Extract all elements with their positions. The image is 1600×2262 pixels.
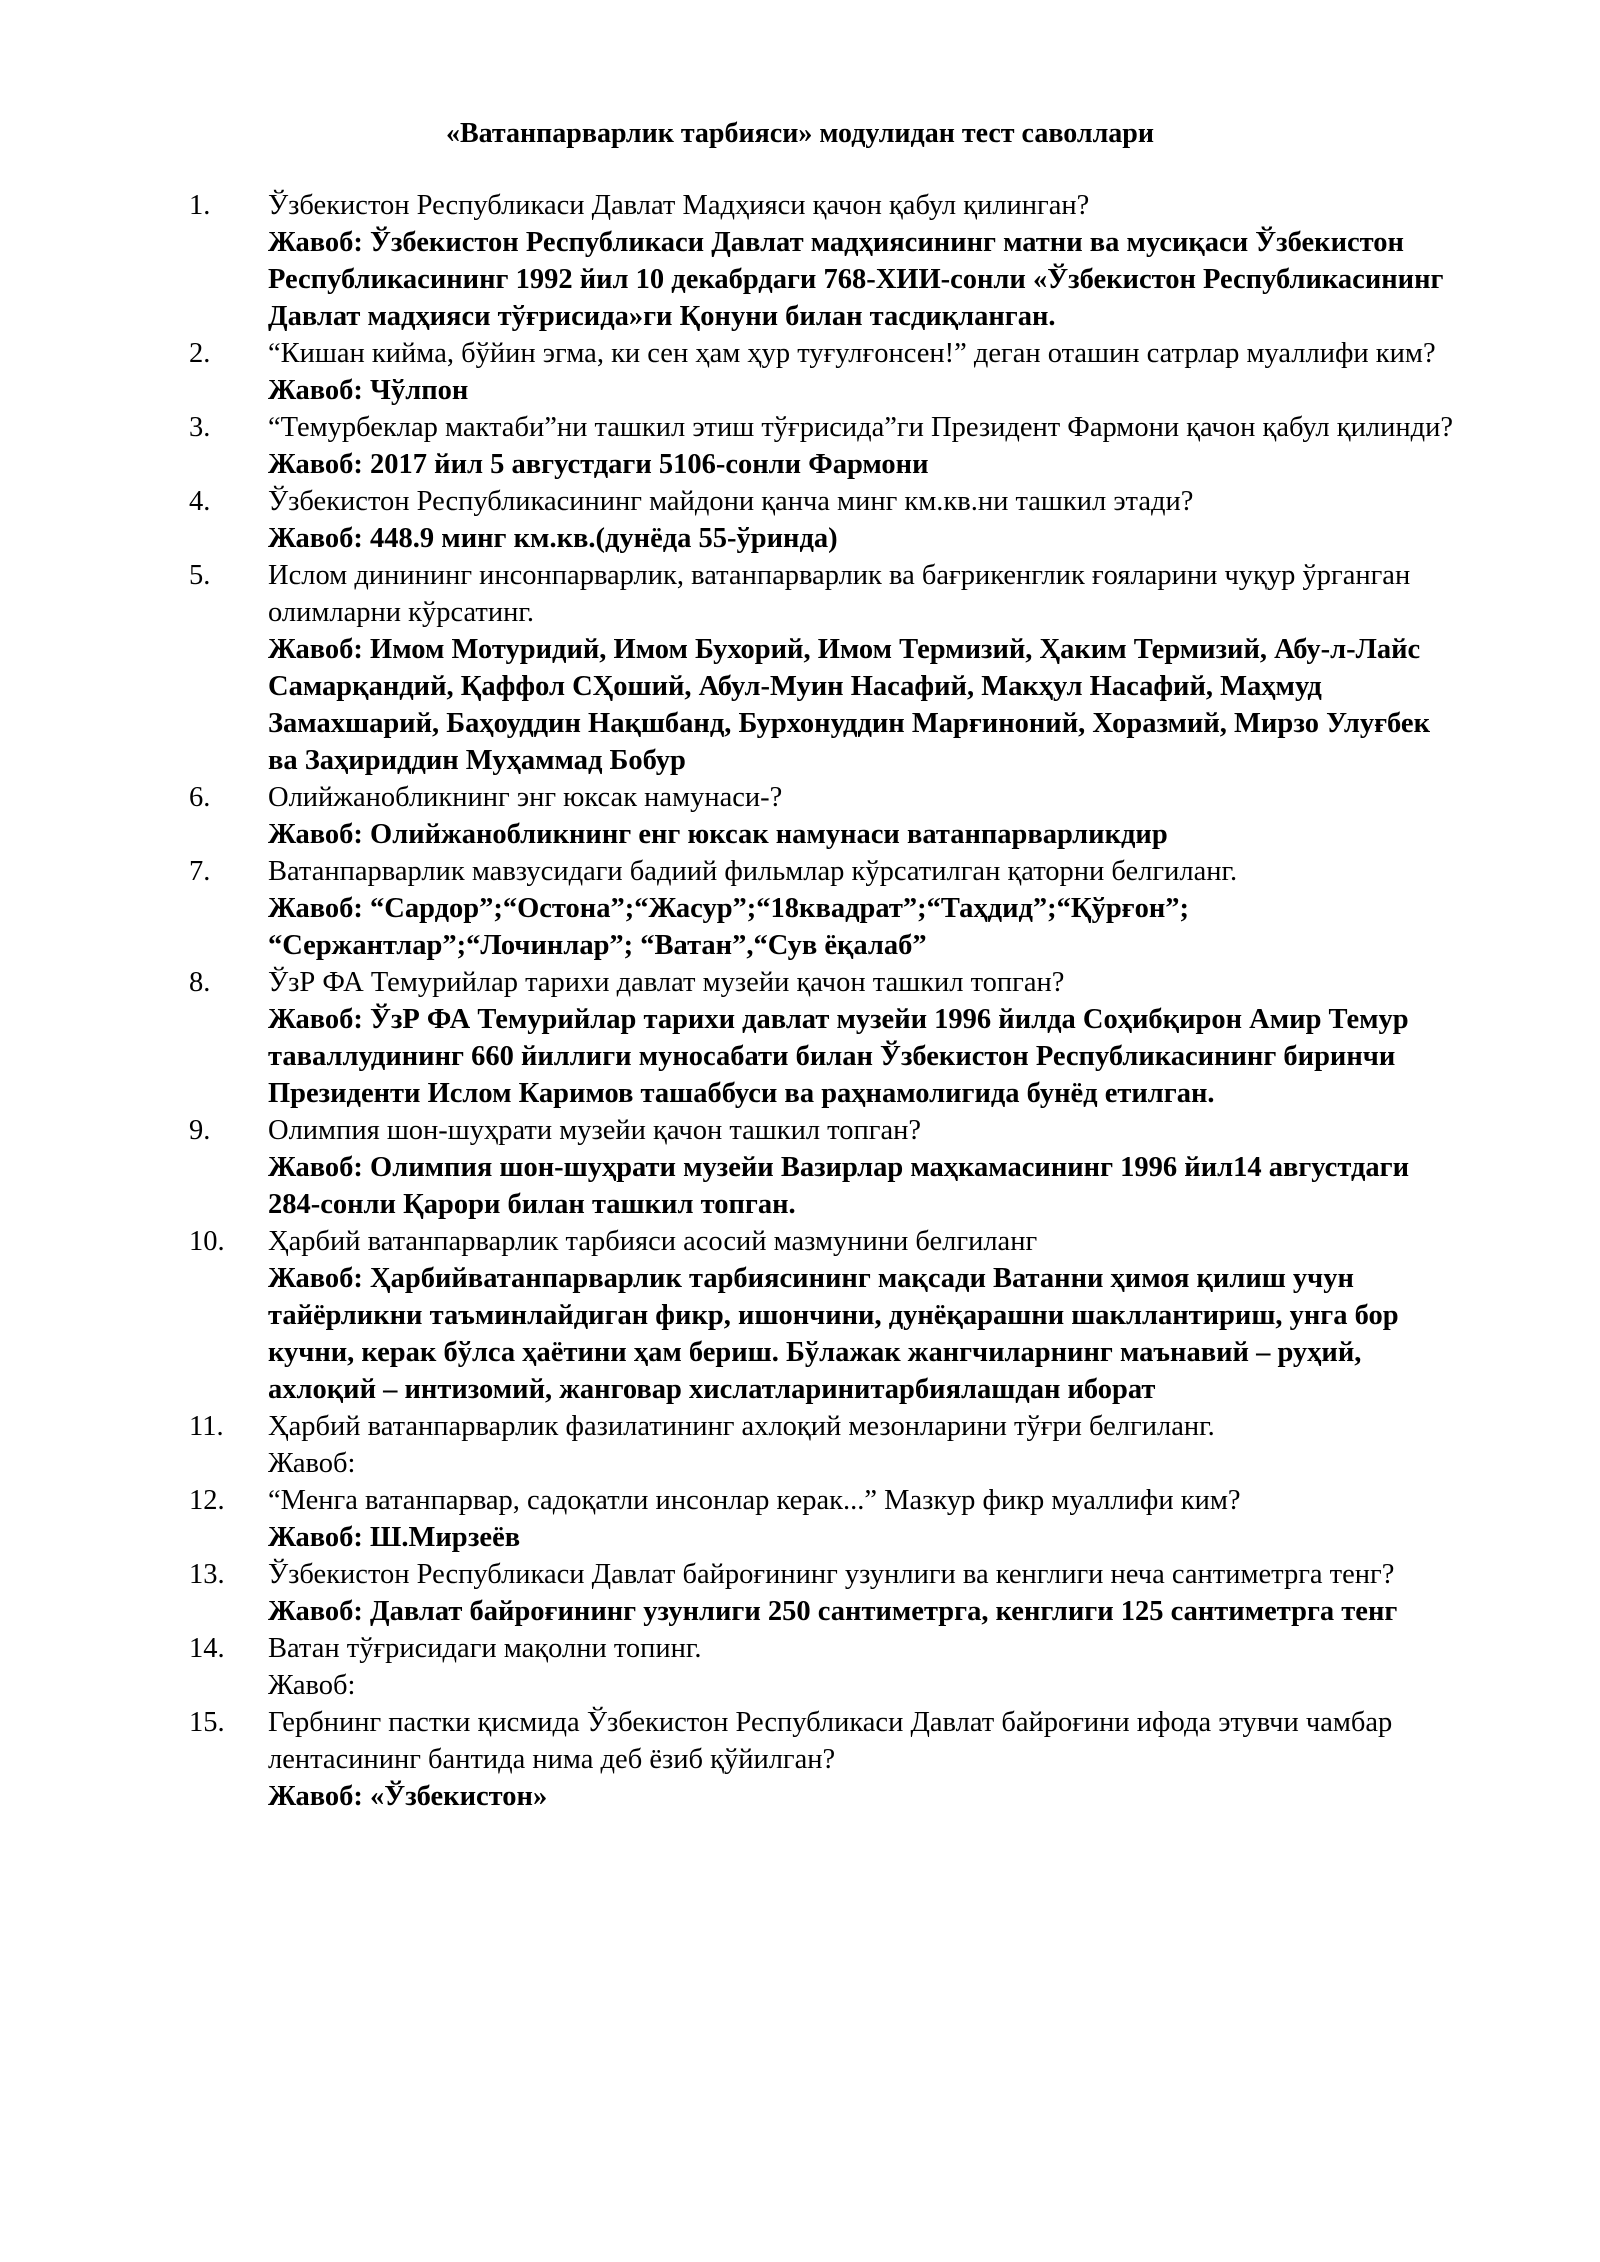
question-text: “Менга ватанпарвар, садоқатли инсонлар керак...” Мазкур фикр муаллифи ким? [268, 1485, 1241, 1516]
question-text: Гербнинг пастки қисмида Ўзбекистон Республикаси Давлат байроғини ифода этувчи чамбар лентасининг бантида нима деб ёзиб қўйилган? [268, 1707, 1393, 1775]
question-item [0, 335, 1600, 409]
question-text: Олимпия шон-шуҳрати музейи қачон ташкил топган? [268, 1115, 922, 1146]
question-item [0, 1556, 1600, 1630]
question-number: 1. [189, 190, 211, 221]
question-text: Ўзбекистон Республикаси Давлат Мадҳияси қачон қабул қилинган? [268, 190, 1090, 221]
answer-text: Жавоб: Ш.Мирзеёв [268, 1522, 521, 1553]
answer-text: Жавоб: Имом Мотуридий, Имом Бухорий, Имом Термизий, Ҳаким Термизий, Абу-л-Лайс Самарқандий, Қаффол СҲоший, Абул-Муин Насафий, Макҳул Насафий, Маҳмуд Замахшарий, Баҳоуддин Нақшбанд, Бурхонуддин Марғиноний, Хоразмий, Мирзо Улуғбек ва Заҳириддин Муҳаммад Бобур [268, 634, 1431, 776]
question-number: 10. [189, 1226, 225, 1257]
question-text: “Кишан киймa, бўйин эгма, ки сен ҳам ҳур туғулғонсен!” деган оташин сатрлар муаллифи ким? [268, 338, 1436, 369]
question-item [0, 853, 1600, 964]
question-number: 9. [189, 1115, 211, 1146]
question-item [0, 1223, 1600, 1408]
question-item [0, 409, 1600, 483]
question-item [0, 1112, 1600, 1223]
question-list [0, 187, 1600, 1815]
question-number: 2. [189, 338, 211, 369]
answer-text: Жавоб: Ҳарбийватанпарварлик тарбиясининг мақсади Ватанни ҳимоя қилиш учун тайёрликни таъминлайдиган фикр, ишончини, дунёқарашни шакллантириш, унга бор кучни, керак бўлса ҳаётини ҳам бериш. Бўлажак жангчиларнинг маънавий – руҳий, ахлоқий – интизомий, жанговар хислатларинитарбиялашдан иборат [268, 1263, 1399, 1405]
question-text: Олийжанобликнинг энг юксак намунаси-? [268, 782, 783, 813]
document-title: «Ватанпарварлик тарбияси» модулидан тест саволлари [445, 118, 1155, 149]
question-number: 13. [189, 1559, 225, 1590]
question-text: ЎзР ФА Темурийлар тарихи давлат музейи қачон ташкил топган? [268, 967, 1065, 998]
question-number: 6. [189, 782, 211, 813]
question-item [0, 483, 1600, 557]
question-number: 11. [189, 1411, 224, 1442]
answer-text: Жавоб: 448.9 минг км.кв.(дунёда 55-ўринда) [268, 523, 838, 554]
answer-text: Жавоб: Олийжанобликнинг енг юксак намунаси ватанпарварликдир [268, 819, 1168, 850]
answer-text: Жавоб: [268, 1670, 356, 1701]
answer-text: Жавоб: Давлат байроғининг узунлиги 250 сантиметрга, кенглиги 125 сантиметрга тенг [268, 1596, 1398, 1627]
question-text: Ҳарбий ватанпарварлик фазилатининг ахлоқий мезонларини тўғри белгиланг. [268, 1411, 1215, 1442]
question-item [0, 557, 1600, 779]
question-number: 5. [189, 560, 211, 591]
question-text: “Темурбеклар мактаби”ни ташкил этиш тўғрисида”ги Президент Фармони қачон қабул қилинди? [268, 412, 1454, 443]
answer-text: Жавоб: Чўлпон [268, 375, 469, 406]
question-number: 7. [189, 856, 211, 887]
question-item [0, 1630, 1600, 1704]
answer-text: Жавоб: Ўзбекистон Республикаси Давлат мадҳиясининг матни ва мусиқаси Ўзбекистон Республикасининг 1992 йил 10 декабрдаги 768-ХИИ-сонли «Ўзбекистон Республикасининг Давлат мадҳияси тўғрисида»ги Қонуни билан тасдиқланган. [268, 227, 1444, 332]
question-item [0, 187, 1600, 335]
question-text: Ўзбекистон Республикасининг майдони қанча минг км.кв.ни ташкил этади? [268, 486, 1194, 517]
question-item [0, 1482, 1600, 1556]
question-number: 4. [189, 486, 211, 517]
question-item [0, 779, 1600, 853]
question-item [0, 1408, 1600, 1482]
question-number: 14. [189, 1633, 225, 1664]
question-text: Ўзбекистон Республикаси Давлат байроғининг узунлиги ва кенглиги неча сантиметрга тенг? [268, 1559, 1395, 1590]
question-item [0, 1704, 1600, 1815]
answer-text: Жавоб: 2017 йил 5 августдаги 5106-сонли Фармони [268, 449, 929, 480]
answer-text: Жавоб: [268, 1448, 356, 1479]
answer-text: Жавоб: ЎзР ФА Темурийлар тарихи давлат музейи 1996 йилда Соҳибқирон Амир Темур таваллудининг 660 йиллиги муносабати билан Ўзбекистон Республикасининг биринчи Президенти Ислом Каримов ташаббуси ва раҳнамолигида бунёд етилган. [268, 1004, 1409, 1109]
question-text: Ватан тўғрисидаги мақолни топинг. [268, 1633, 702, 1664]
answer-text: Жавоб: «Ўзбекистон» [268, 1781, 548, 1812]
question-number: 15. [189, 1707, 225, 1738]
question-number: 8. [189, 967, 211, 998]
answer-text: Жавоб: “Сардор”;“Остона”;“Жасур”;“18квадрат”;“Таҳдид”;“Қўрғон”; “Сержантлар”;“Лочинлар”; “Ватан”,“Сув ёқалаб” [268, 893, 1190, 961]
question-number: 3. [189, 412, 211, 443]
question-text: Ҳарбий ватанпарварлик тарбияси асосий мазмунини белгиланг [268, 1226, 1038, 1257]
question-number: 12. [189, 1485, 225, 1516]
question-text: Ислом динининг инсонпарварлик, ватанпарварлик ва бағрикенглик ғояларини чуқур ўрганган олимларни кўрсатинг. [268, 560, 1411, 628]
question-text: Ватанпарварлик мавзусидаги бадиий фильмлар кўрсатилган қаторни белгиланг. [268, 856, 1238, 887]
answer-text: Жавоб: Олимпия шон-шуҳрати музейи Вазирлар маҳкамасининг 1996 йил14 августдаги 284-сонли Қарори билан ташкил топган. [268, 1152, 1409, 1220]
question-item [0, 964, 1600, 1112]
